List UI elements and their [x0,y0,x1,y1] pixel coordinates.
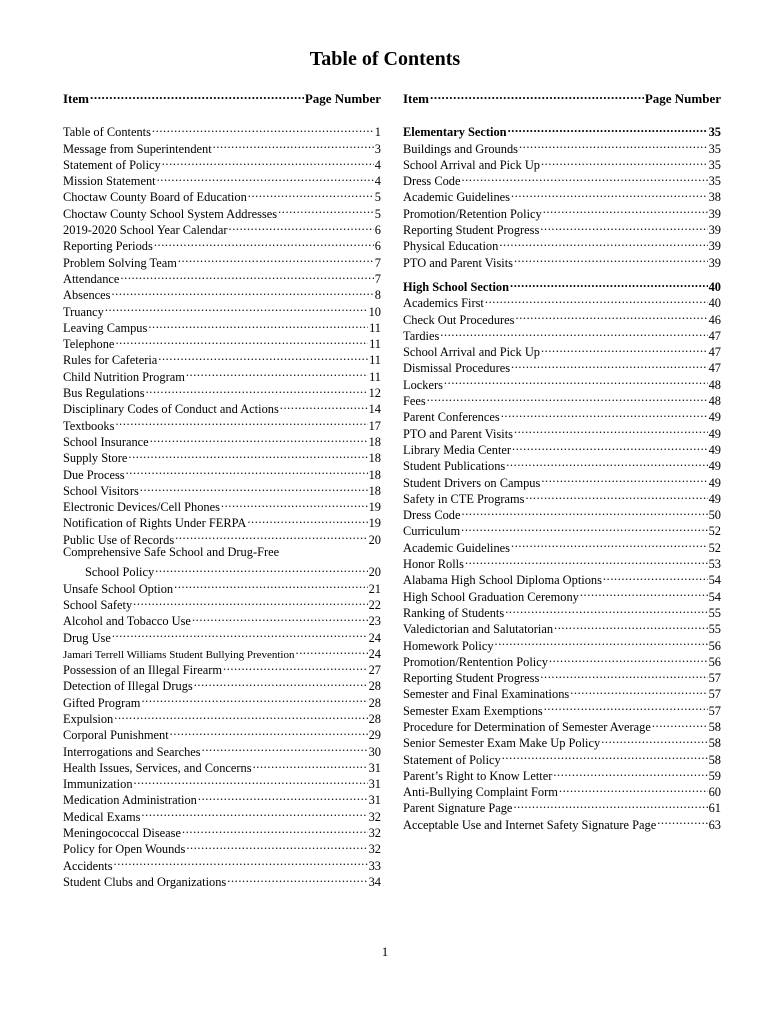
dot-leader [194,674,368,690]
toc-entry-page: 32 [368,842,381,857]
dot-leader [540,218,707,234]
toc-entry [403,389,721,409]
section-heading [403,120,721,140]
toc-entry-label: Curriculum [403,524,461,539]
dot-leader [559,780,708,796]
item-header: Item [63,91,89,106]
dot-leader [248,185,374,201]
toc-entry-page: 57 [708,687,721,702]
toc-entry [63,560,381,580]
section-heading [403,275,721,294]
dot-leader [511,185,708,201]
toc-entry-page: 39 [708,239,721,254]
dot-leader [202,739,368,755]
toc-entry-page: 29 [368,728,381,743]
toc-entry-page: 52 [708,524,721,539]
toc-entry-page: 32 [368,826,381,841]
toc-entry-label: Immunization [63,777,133,792]
toc-entry [403,340,721,360]
dot-leader [525,487,707,503]
dot-leader [140,479,368,495]
toc-entry-page: 11 [369,353,381,368]
toc-entry-page: 49 [708,491,721,506]
toc-entry-page: 32 [368,809,381,824]
toc-entry-label: School Arrival and Pick Up [403,157,540,172]
toc-right-column [403,87,721,832]
toc-entry-page: 10 [368,304,381,319]
toc-entry-page: 34 [368,874,381,889]
toc-entry-label: Student Drivers on Campus [403,475,541,490]
dot-leader [148,316,368,332]
toc-list-high-school [403,275,721,832]
dot-leader [175,527,367,543]
dot-leader [150,430,368,446]
toc-entry-label: Meningococcal Disease [63,826,182,841]
dot-leader [508,120,708,136]
dot-leader [541,340,708,356]
toc-entry-page: 40 [708,296,721,311]
dot-leader [485,291,708,307]
toc-entry-label: Library Media Center [403,442,512,457]
toc-entry-page: 22 [368,597,381,612]
dot-leader [512,438,708,454]
toc-entry-page: 55 [708,622,721,637]
page-number: 1 [381,944,389,959]
toc-entry-label: Academic Guidelines [403,190,511,205]
toc-entry-page: 18 [368,451,381,466]
column-header [63,87,381,106]
toc-entry-label: Due Process [63,467,125,482]
toc-entry-label: Semester and Final Examinations [403,687,570,702]
toc-entry-label: Accidents [63,858,113,873]
toc-entry-page: 58 [708,736,721,751]
toc-entry-page: 56 [708,638,721,653]
dot-leader [170,723,368,739]
toc-entry-page: 38 [708,190,721,205]
toc-entry-label: Check Out Procedures [403,312,515,327]
toc-entry-page: 60 [708,785,721,800]
toc-entry-page: 47 [708,361,721,376]
dot-leader [247,511,367,527]
toc-entry-label: Elementary Section [403,125,507,140]
toc-entry-label: Valedictorian and Salutatorian [403,622,554,637]
toc-entry-page: 20 [368,532,381,547]
dot-leader [115,413,367,429]
toc-entry-label: Lockers [403,377,443,392]
dot-leader [280,397,368,413]
dot-leader [120,267,373,283]
dot-leader [186,837,367,853]
toc-entry-label: Message from Superintendent [63,141,212,156]
toc-entry-page: 40 [708,279,721,294]
toc-entry-label: Alcohol and Tobacco Use [63,614,191,629]
toc-entry-label: High School Graduation Ceremony [403,589,579,604]
toc-entry-label: 2019-2020 School Year Calendar [63,223,228,238]
dot-leader [461,519,707,535]
dot-leader [603,568,708,584]
toc-entry [403,372,721,392]
toc-entry-label: Anti-Bullying Complaint Form [403,785,558,800]
dot-leader [115,332,368,348]
dot-leader [505,601,707,617]
dot-leader [540,666,707,682]
toc-entry-label: Alabama High School Diploma Options [403,573,602,588]
dot-leader [213,136,374,152]
toc-entry-label: Notification of Rights Under FERPA [63,516,247,531]
dot-leader [278,201,374,217]
dot-leader [511,535,708,551]
dot-leader [186,364,368,380]
dot-leader [174,576,367,592]
toc-entry-page: 27 [368,663,381,678]
toc-entry-label: Promotion/Rentention Policy [403,654,548,669]
toc-entry-label: Buildings and Grounds [403,141,518,156]
toc-entry-page: 54 [708,573,721,588]
dot-leader [178,250,374,266]
dot-leader [506,454,707,470]
toc-entry-page: 57 [708,671,721,686]
dot-leader [501,405,708,421]
toc-entry-page: 52 [708,540,721,555]
toc-entry-label: Drug Use [63,630,111,645]
toc-entry-page: 12 [368,386,381,401]
toc-entry-page: 24 [368,646,381,661]
dot-leader [440,324,707,340]
toc-entry-label: Telephone [63,337,115,352]
toc-entry-page: 31 [368,793,381,808]
toc-entry-page: 47 [708,345,721,360]
toc-entry-page: 47 [708,328,721,343]
dot-leader [444,372,708,388]
toc-entry-label: Leaving Campus [63,320,148,335]
toc-entry [63,120,381,140]
dot-leader [114,853,368,869]
toc-entry-label: Fees [403,394,426,409]
toc-entry-page: 35 [708,157,721,172]
toc-entry-label: Medication Administration [63,793,197,808]
dot-leader [133,593,367,609]
toc-entry-label: Academics First [403,296,484,311]
toc-entry-label: Reporting Student Progress [403,671,540,686]
toc-entry-label: Policy for Open Wounds [63,842,186,857]
toc-entry-page: 24 [368,630,381,645]
toc-entry-page: 63 [708,817,721,832]
toc-entry-label: Public Use of Records [63,532,175,547]
dot-leader [465,552,708,568]
toc-entry-page: 28 [368,679,381,694]
dot-leader [514,250,708,266]
toc-entry-label: School Visitors [63,483,139,498]
dot-leader [141,690,367,706]
toc-entry-page: 49 [708,410,721,425]
dot-leader [152,120,374,136]
toc-entry-label: Rules for Cafeteria [63,353,158,368]
dot-leader [134,772,368,788]
toc-entry-label: Homework Policy [403,638,494,653]
dot-leader [427,389,708,405]
dot-leader [514,421,708,437]
toc-entry-page: 4 [374,157,381,172]
toc-entry-label: Possession of an Illegal Firearm [63,663,222,678]
toc-entry-label: Parent Conferences [403,410,500,425]
toc-entry-page: 11 [369,320,381,335]
toc-entry-label: Parent Signature Page [403,801,513,816]
dot-leader [502,747,708,763]
toc-entry-page: 49 [708,426,721,441]
toc-entry-label: Semester Exam Exemptions [403,703,543,718]
toc-entry-label: Jamari Terrell Williams Student Bullying Prevention [63,648,295,661]
toc-entry-page: 49 [708,475,721,490]
toc-entry-page: 31 [368,777,381,792]
dot-leader [182,821,368,837]
toc-entry-page: 19 [368,516,381,531]
dot-leader [227,870,367,886]
dot-leader [461,503,707,519]
toc-entry-label: Gifted Program [63,695,141,710]
toc-entry-label: Choctaw County Board of Education [63,190,247,205]
dot-leader [519,136,708,152]
toc-entry-label: PTO and Parent Visits [403,255,513,270]
dot-leader [652,715,708,731]
toc-entry-page: 6 [374,223,381,238]
dot-leader [146,381,368,397]
toc-entry-page: 53 [708,557,721,572]
toc-entry-page: 11 [369,369,381,384]
toc-entry-page: 7 [374,271,381,286]
toc-entry-page: 35 [708,141,721,156]
toc-entry-page: 6 [374,239,381,254]
dot-leader [162,153,374,169]
toc-entry-label: Ranking of Students [403,605,505,620]
toc-entry [403,324,721,343]
toc-entry-label: Truancy [63,304,104,319]
toc-entry-label: Dismissal Procedures [403,361,511,376]
toc-entry-page: 7 [374,255,381,270]
toc-entry-label: Dress Code [403,174,461,189]
toc-entry-page: 11 [369,337,381,352]
toc-entry-page: 18 [368,434,381,449]
toc-entry-label: Comprehensive Safe School and Drug-Free [63,544,280,559]
dot-leader [105,299,368,315]
toc-entry-label: Senior Semester Exam Make Up Policy [403,736,601,751]
toc-entry-label: Student Publications [403,459,506,474]
toc-entry-label: Procedure for Determination of Semester Average [403,719,651,734]
toc-entry-label: Absences [63,288,111,303]
toc-entry-label: Promotion/Retention Policy [403,206,542,221]
dot-leader [541,153,708,169]
toc-entry-page: 28 [368,695,381,710]
toc-entry-label: Expulsion [63,711,114,726]
toc-entry-page: 8 [374,288,381,303]
toc-entry-label: Choctaw County School System Addresses [63,206,278,221]
toc-entry-label: Unsafe School Option [63,581,174,596]
dot-leader [580,584,708,600]
toc-entry-label: Attendance [63,271,120,286]
toc-entry-label: Dress Code [403,508,461,523]
toc-entry-label: Academic Guidelines [403,540,511,555]
dot-leader [510,275,708,291]
toc-entry-label: Textbooks [63,418,115,433]
toc-list-general [63,120,381,889]
toc-entry [63,544,381,560]
toc-entry-page: 39 [708,255,721,270]
toc-entry-label: PTO and Parent Visits [403,426,513,441]
dot-leader [601,731,707,747]
dot-leader [223,658,368,674]
toc-entry-label: School Insurance [63,434,149,449]
toc-entry-label: Problem Solving Team [63,255,177,270]
toc-entry-page: 49 [708,459,721,474]
dot-leader [516,307,708,323]
toc-entry-label: Disciplinary Codes of Conduct and Actions [63,402,279,417]
toc-entry-page: 19 [368,500,381,515]
dot-leader [221,495,368,511]
dot-leader [511,356,708,372]
toc-entry-label: Parent’s Right to Know Letter [403,768,553,783]
toc-entry-page: 59 [708,768,721,783]
toc-entry-label: Detection of Illegal Drugs [63,679,193,694]
dot-leader [126,462,368,478]
toc-entry-label: Acceptable Use and Internet Safety Signature Page [403,817,657,832]
page-title: Table of Contents [309,48,461,70]
toc-entry-page: 35 [708,174,721,189]
toc-entry-label: Statement of Policy [63,157,161,172]
dot-leader [554,617,708,633]
toc-entry-label: School Policy [85,565,155,580]
dot-leader [553,764,707,780]
toc-left-column [63,87,381,889]
toc-entry [63,316,381,335]
toc-entry-page: 4 [374,174,381,189]
toc-entry-page: 49 [708,442,721,457]
dot-leader [513,796,707,812]
toc-entry [63,283,381,303]
dot-leader [112,625,368,641]
toc-entry-page: 20 [368,565,381,580]
toc-entry-page: 54 [708,589,721,604]
toc-entry-label: Safety in CTE Programs [403,491,525,506]
toc-entry-page: 39 [708,206,721,221]
toc-entry-label: Medical Exams [63,809,141,824]
item-header: Item [403,91,429,106]
toc-entry [403,405,721,425]
dot-leader [155,560,367,576]
toc-entry-page: 35 [708,125,721,140]
toc-entry-label: Electronic Devices/Cell Phones [63,500,220,515]
dot-leader [544,698,708,714]
toc-entry-page: 21 [368,581,381,596]
dot-leader [192,609,368,625]
toc-entry-label: Corporal Punishment [63,728,169,743]
toc-entry-page: 46 [708,312,721,327]
toc-entry-page: 5 [374,206,381,221]
dot-leader [657,812,707,828]
toc-entry-label: Mission Statement [63,174,156,189]
dot-leader [495,633,708,649]
dot-leader [461,169,707,185]
dot-leader [541,470,707,486]
toc-entry-page: 56 [708,654,721,669]
toc-entry-page: 39 [708,223,721,238]
toc-entry-label: Statement of Policy [403,752,501,767]
toc-entry-label: Table of Contents [63,125,151,140]
column-header [403,87,721,106]
toc-entry-label: Bus Regulations [63,386,145,401]
page-number-header: Page Number [644,91,721,106]
dot-leader [253,756,368,772]
toc-entry [63,299,381,319]
dot-leader [158,348,368,364]
toc-entry-page: 58 [708,752,721,767]
dot-leader [229,218,374,234]
toc-entry-page: 23 [368,614,381,629]
toc-entry-label: Physical Education [403,239,499,254]
toc-entry-page: 14 [368,402,381,417]
toc-entry-label: Health Issues, Services, and Concerns [63,760,252,775]
toc-entry-label: Tardies [403,328,440,343]
toc-entry-page: 57 [708,703,721,718]
dot-leader [157,169,374,185]
toc-entry-page: 30 [368,744,381,759]
toc-entry-page: 48 [708,377,721,392]
dot-leader [128,446,367,462]
toc-entry-label: Child Nutrition Program [63,369,185,384]
dot-leader [543,201,708,217]
dot-leader [296,642,368,658]
toc-entry-page: 55 [708,605,721,620]
toc-entry-label: School Safety [63,597,133,612]
toc-entry-label: Student Clubs and Organizations [63,874,227,889]
toc-entry-page: 18 [368,467,381,482]
dot-leader [111,283,373,299]
toc-entry-page: 5 [374,190,381,205]
dot-leader [114,707,367,723]
toc-entry-page: 48 [708,394,721,409]
toc-entry-page: 61 [708,801,721,816]
toc-entry-label: Honor Rolls [403,557,464,572]
toc-entry-label: Reporting Periods [63,239,153,254]
toc-entry-label: High School Section [403,279,510,294]
toc-list-elementary [403,120,721,270]
toc-entry-page: 58 [708,719,721,734]
dot-leader [570,682,707,698]
toc-entry-page: 1 [374,125,381,140]
toc-entry-page: 17 [368,418,381,433]
dot-leader [198,788,368,804]
toc-entry-page: 18 [368,483,381,498]
toc-entry-page: 50 [708,508,721,523]
toc-entry-page: 28 [368,711,381,726]
toc-entry-label: Supply Store [63,451,128,466]
toc-entry-page: 3 [374,141,381,156]
toc-entry-page: 31 [368,760,381,775]
toc-entry-label: Interrogations and Searches [63,744,201,759]
dot-leader [499,234,707,250]
dot-leader [549,650,708,666]
dot-leader [154,234,374,250]
page-number-header: Page Number [304,91,381,106]
toc-entry-label: Reporting Student Progress [403,223,540,238]
toc-entry-page: 33 [368,858,381,873]
dot-leader [141,804,367,820]
toc-entry-label: School Arrival and Pick Up [403,345,540,360]
